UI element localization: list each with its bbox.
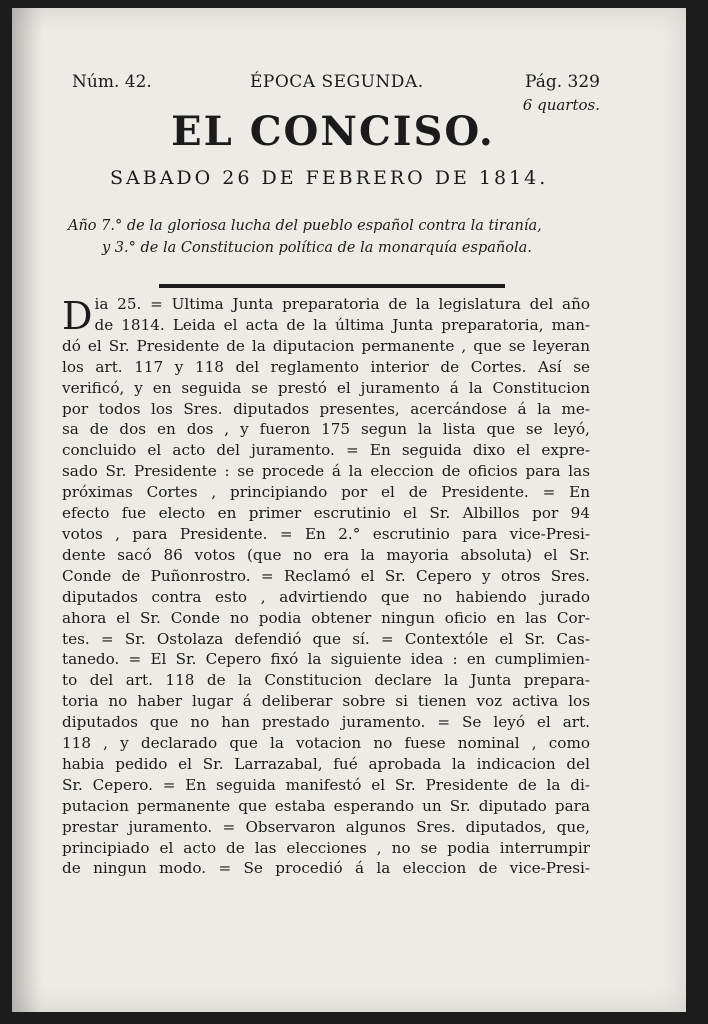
- article-line: diputados contra esto , advirtiendo que no habiendo jurado: [62, 587, 590, 606]
- masthead-header-row: [72, 72, 600, 96]
- page-binding-shadow: [12, 8, 42, 1012]
- article-line: habia pedido el Sr. Larrazabal, fué aprobada la indicacion del: [62, 754, 590, 773]
- article-body: [62, 294, 590, 879]
- separator-rule: [159, 284, 505, 288]
- article-line: 118 , y declarado que la votacion no fuese nominal , como: [62, 734, 590, 753]
- article-line: concluido el acto del juramento. = En seguida dixo el expre-: [62, 441, 590, 460]
- article-line: ahora el Sr. Conde no podia obtener ningun oficio en las Cor-: [62, 608, 590, 627]
- motto-line-2: y 3.° de la Constitucion política de la monarquía española.: [102, 240, 532, 256]
- article-line: por todos los Sres. diputados presentes, acercándose á la me-: [62, 399, 590, 418]
- drop-cap: D: [62, 294, 93, 338]
- epoch-label: ÉPOCA SEGUNDA.: [250, 72, 424, 92]
- article-line: dente sacó 86 votos (que no era la mayoria absoluta) el Sr.: [62, 545, 590, 564]
- article-line: de ningun modo. = Se procedió á la eleccion de vice-Presi-: [62, 859, 590, 878]
- article-line: próximas Cortes , principiando por el de Presidente. = En: [62, 483, 590, 502]
- article-line: Sr. Cepero. = En seguida manifestó el Sr. Presidente de la di-: [62, 775, 590, 794]
- article-line: los art. 117 y 118 del reglamento interior de Cortes. Así se: [62, 357, 590, 376]
- article-line: ia 25. = Ultima Junta preparatoria de la legislatura del año: [94, 295, 590, 313]
- issue-date: SABADO 26 DE FEBRERO DE 1814.: [110, 167, 549, 189]
- article-line: prestar juramento. = Observaron algunos Sres. diputados, que,: [62, 817, 590, 836]
- newspaper-title: [0, 108, 674, 155]
- motto: [68, 215, 598, 259]
- price-label: 6 quartos.: [522, 96, 600, 114]
- article-line: de 1814. Leida el acta de la última Junta preparatoria, man-: [94, 315, 590, 334]
- page-number: Pág. 329: [525, 72, 600, 92]
- motto-line-1: Año 7.° de la gloriosa lucha del pueblo español contra la tiranía,: [68, 218, 542, 234]
- article-line: toria no haber lugar á deliberar sobre si tienen voz activa los: [62, 692, 590, 711]
- article-line: tes. = Sr. Ostolaza defendió que sí. = Contextóle el Sr. Cas-: [62, 629, 590, 648]
- article-line: to del art. 118 de la Constitucion declare la Junta prepara-: [62, 671, 590, 690]
- article-line: votos , para Presidente. = En 2.° escrutinio para vice-Presi-: [62, 524, 590, 543]
- issue-number: Núm. 42.: [72, 72, 152, 92]
- newspaper-title-text: EL CONCISO.: [171, 108, 495, 155]
- article-line: verificó, y en seguida se prestó el juramento á la Constitucion: [62, 378, 590, 397]
- article-line: sado Sr. Presidente : se procede á la eleccion de oficios para las: [62, 462, 590, 481]
- article-line: tanedo. = El Sr. Cepero fixó la siguiente idea : en cumplimien-: [62, 650, 590, 669]
- article-line: efecto fue electo en primer escrutinio el Sr. Albillos por 94: [62, 504, 590, 523]
- article-line: putacion permanente que estaba esperando un Sr. diputado para: [62, 796, 590, 815]
- article-line: principiado el acto de las elecciones , no se podia interrumpir: [62, 838, 590, 857]
- article-line: dó el Sr. Presidente de la diputacion permanente , que se leyeran: [62, 336, 590, 355]
- article-line: Conde de Puñonrostro. = Reclamó el Sr. Cepero y otros Sres.: [62, 566, 590, 585]
- article-line: diputados que no han prestado juramento. = Se leyó el art.: [62, 713, 590, 732]
- article-line: sa de dos en dos , y fueron 175 segun la lista que se leyó,: [62, 420, 590, 439]
